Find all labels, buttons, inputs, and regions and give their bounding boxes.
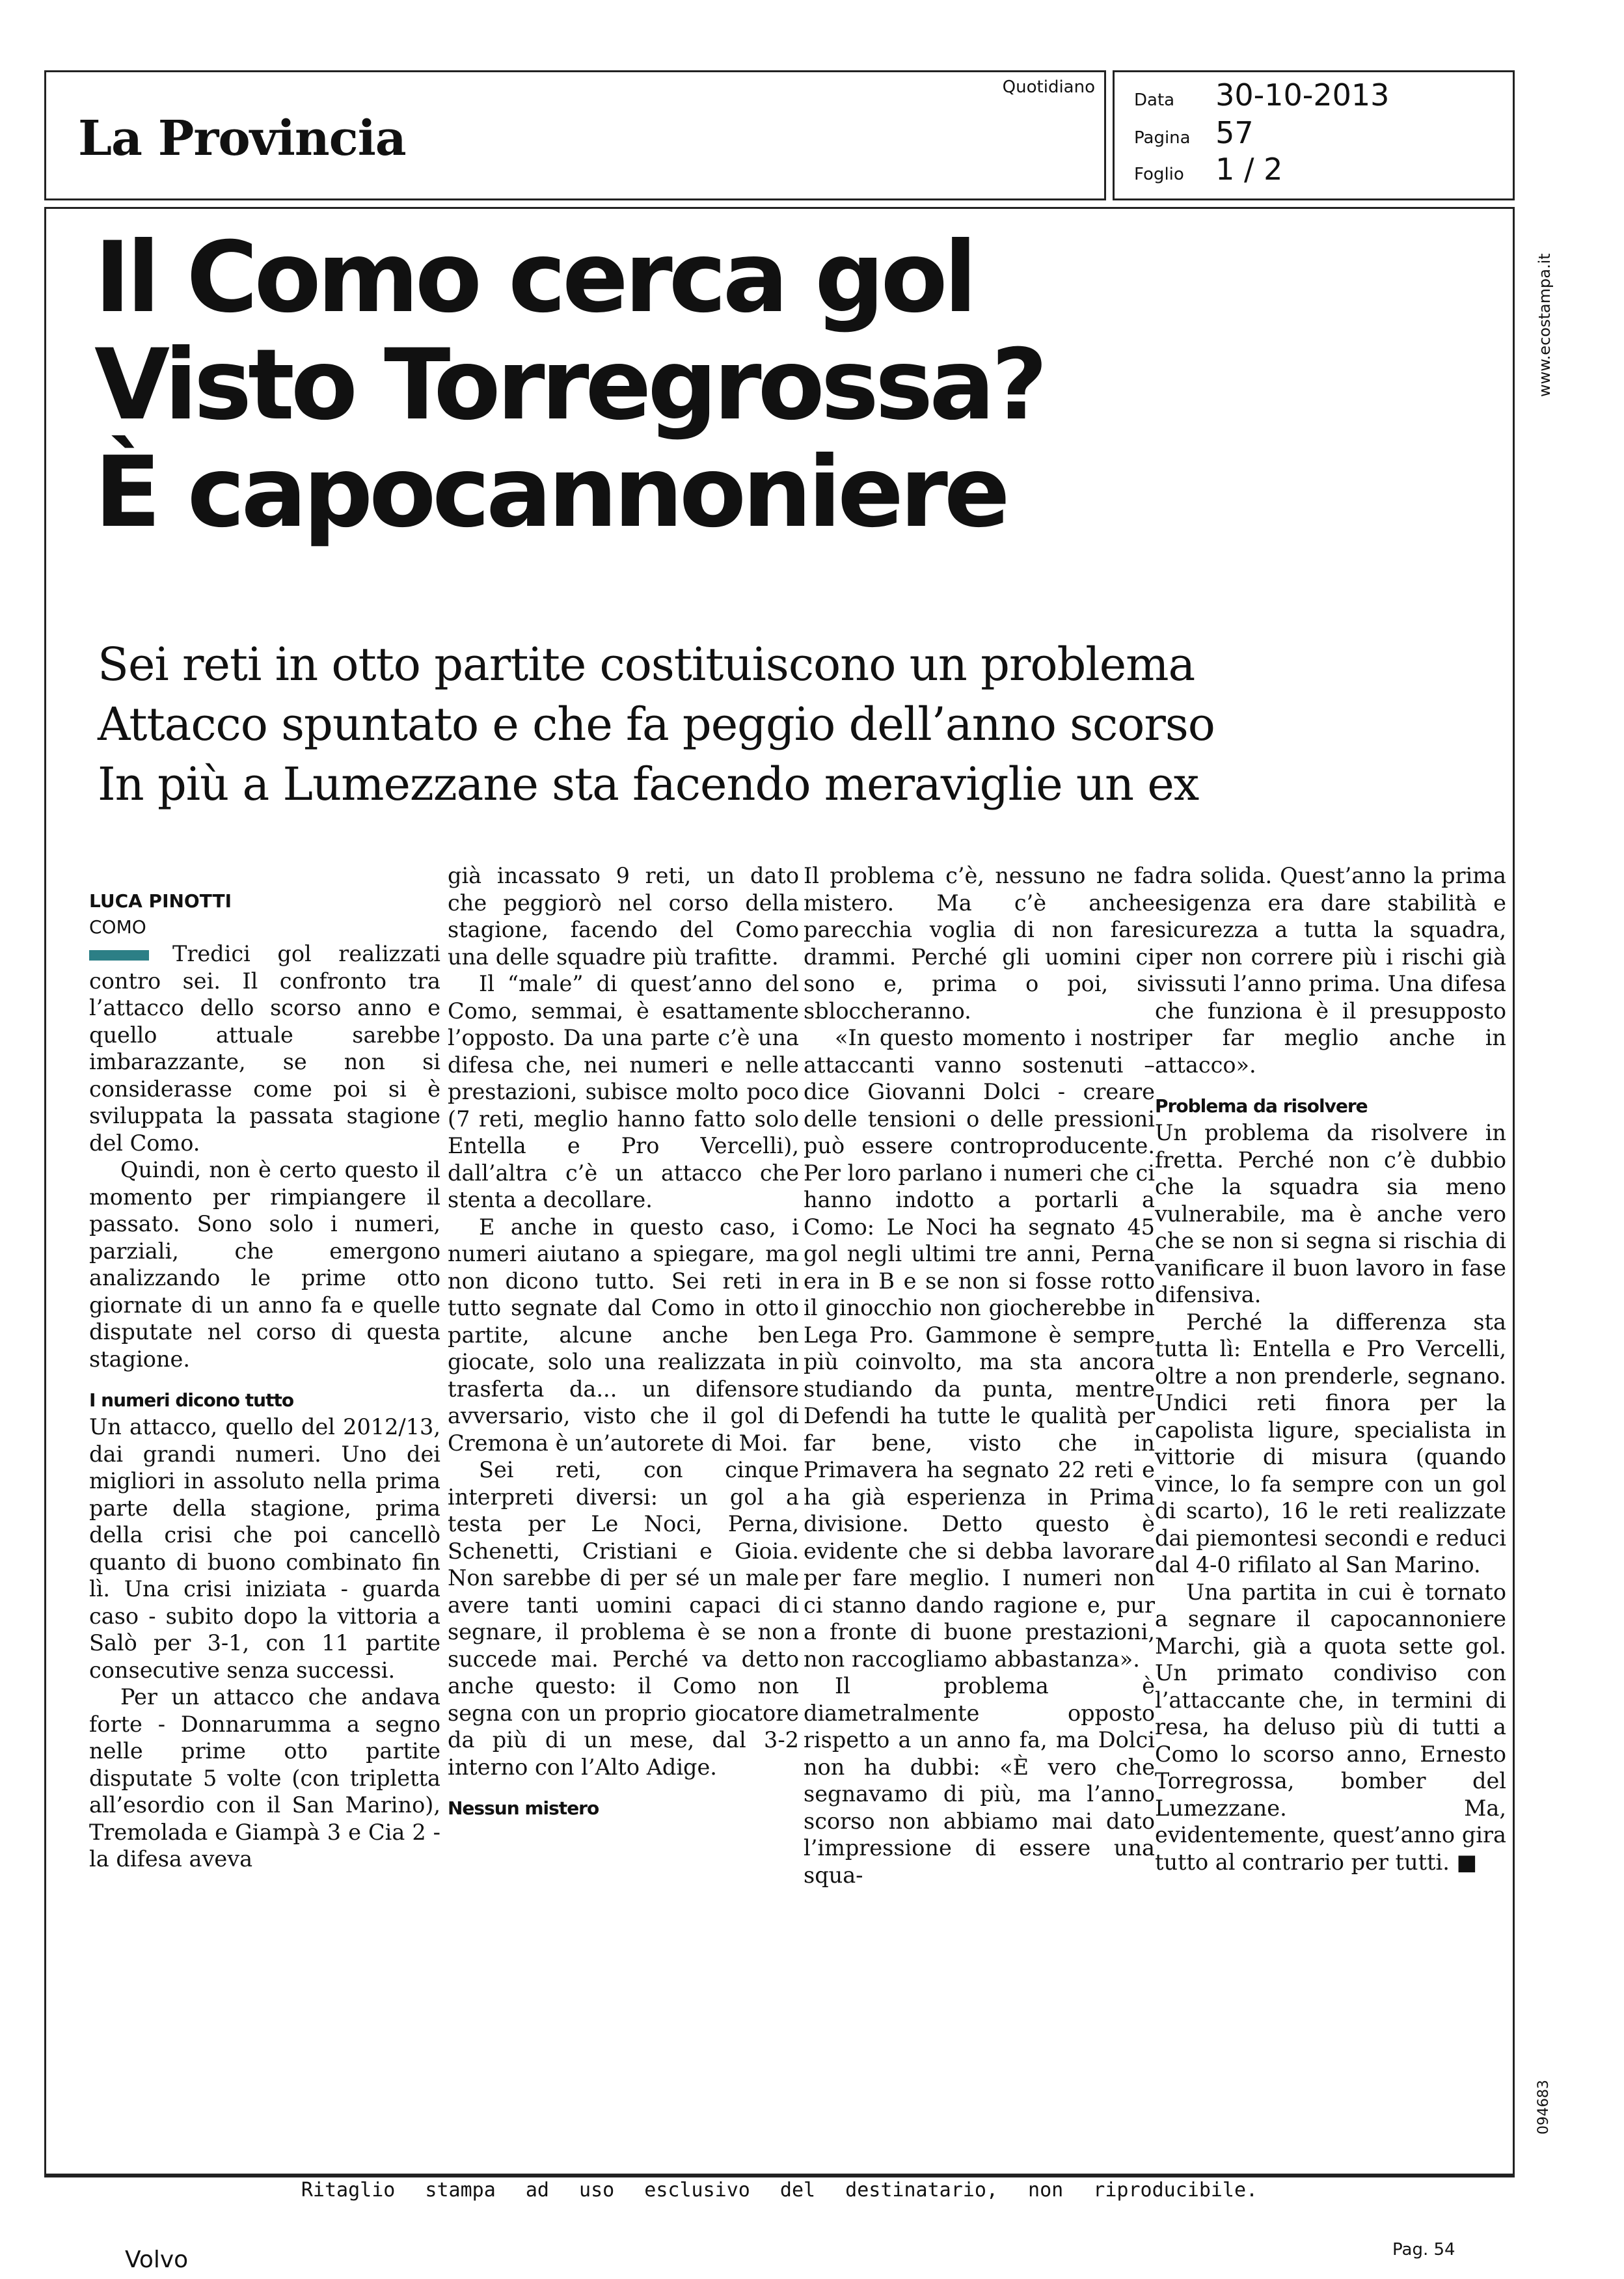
- title-line: Visto Torregrossa?: [94, 329, 1044, 442]
- footer-note: Ritaglio stampa ad uso esclusivo del destinatario, non riproducibile.: [301, 2179, 1258, 2202]
- meta-data-label: Data: [1134, 90, 1175, 110]
- subheading: Problema da risolvere: [1155, 1095, 1368, 1117]
- lead-paragraph: Tredici gol realizzati contro sei. Il confronto tra l’attacco dello scorso anno e quello attuale sarebbe imbarazzante, se non si considerasse come poi si è sviluppata la passata stagione del Como.: [89, 941, 440, 1156]
- side-code: 094683: [1536, 2080, 1552, 2135]
- meta-pagina-value: 57: [1215, 115, 1254, 150]
- article-title: [94, 221, 1200, 549]
- paragraph: Il problema c’è, nessuno ne fa mistero. Ma c’è anche parecchia voglia di non fare drammi. Perché gli uomini ci sono e, prima o poi, si sbloccheranno.: [804, 863, 1155, 1024]
- meta-pagina-label: Pagina: [1134, 128, 1191, 148]
- paragraph: dra solida. Quest’anno la prima esigenza era dare stabilità e sicurezza a tutta la squadra, per non correre più i rischi già vissuti l’anno prima. Una difesa che funziona è il presupposto per far meglio anche in attacco».: [1155, 863, 1506, 1078]
- meta-foglio-label: Foglio: [1134, 165, 1184, 184]
- paragraph: Il problema è diametralmente opposto rispetto a un anno fa, ma Dolci non ha dubbi: «È vero che segnavamo di più, ma l’anno scorso non abbiamo mai dato l’impressione di essere una squa-: [804, 1673, 1155, 1888]
- subtitle-line: Attacco spuntato e che fa peggio dell’anno scorso: [98, 698, 1215, 751]
- paragraph: Quindi, non è certo questo il momento per rimpiangere il passato. Sono solo i numeri, parziali, che emergono analizzando le prime otto giornate di un anno fa e quelle disputate nel corso di questa stagione.: [89, 1157, 440, 1372]
- paragraph: già incassato 9 reti, un dato che peggiorò nel corso della stagione, facendo del Como una delle squadre più trafitte.: [448, 863, 799, 970]
- meta-data-value: 30-10-2013: [1215, 77, 1390, 113]
- client-name: Volvo: [125, 2246, 189, 2273]
- article-subtitle: [98, 635, 1215, 814]
- paragraph: Un problema da risolvere in fretta. Perché non c’è dubbio che la squadra sia meno vulnerabile, ma è anche vero che se non si segna si rischia di vanificare il buon lavoro in fase difensiva.: [1155, 1120, 1506, 1307]
- page-number: Pag. 54: [1392, 2240, 1455, 2259]
- dateline-place: COMO: [89, 916, 146, 938]
- paragraph: Per un attacco che andava forte - Donnarumma a segno nelle prime otto partite disputate 5 volte (con tripletta all’esordio con il San Marino), Tremolada e Giampà 3 e Cia 2 - la difesa aveva: [89, 1684, 440, 1872]
- subtitle-line: Sei reti in otto partite costituiscono un problema: [98, 638, 1195, 691]
- article-column-2: [448, 862, 799, 1822]
- title-line: Il Como cerca gol: [94, 221, 973, 334]
- paragraph: Il “male” di quest’anno del Como, semmai, è esattamente l’opposto. Da una parte c’è una difesa che, nei numeri e nelle prestazioni, subisce molto poco (7 reti, meglio hanno fatto solo Entella e Pro Vercelli), dall’altra c’è un attacco che stenta a decollare.: [448, 971, 799, 1212]
- paragraph: Un attacco, quello del 2012/13, dai grandi numeri. Uno dei migliori in assoluto nella prima parte della stagione, prima della crisi che poi cancellò quanto di buono combinato fin lì. Una crisi iniziata - guarda caso - subito dopo la vittoria a Salò per 3-1, con 11 partite consecutive senza successi.: [89, 1414, 440, 1683]
- paragraph: E anche in questo caso, i numeri aiutano a spiegare, ma non dicono tutto. Sei reti in tutto segnate dal Como in otto partite, alcune anche ben giocate, solo una realizzata in trasferta da... un difensore avversario, visto che il gol di Cremona è un’autorete di Moi.: [448, 1214, 799, 1456]
- header-meta-box: [1113, 70, 1515, 200]
- side-url: www.ecostampa.it: [1536, 253, 1554, 397]
- meta-foglio-row: [1134, 152, 1282, 187]
- paragraph: Sei reti, con cinque interpreti diversi: un gol a testa per Le Noci, Perna, Schenetti, Cristiani e Gioia. Non sarebbe di per sé un male avere tanti uomini capaci di segnare, il problema è se non succede mai. Perché va detto anche questo: il Como non segna con un proprio giocatore da più di un mese, dal 3-2 interno con l’Alto Adige.: [448, 1457, 799, 1780]
- paragraph: Una partita in cui è tornato a segnare il capocannoniere Marchi, già a quota sette gol. Un primato condiviso con l’attaccante che, in termini di resa, ha deluso più di tutti a Como lo scorso anno, Ernesto Torregrossa, bomber del Lumezzane. Ma, evidentemente, quest’anno gira tutto al contrario per tutti. ■: [1155, 1579, 1506, 1875]
- meta-pagina-row: [1134, 115, 1254, 150]
- article-column-3: [804, 862, 1155, 1889]
- subheading: I numeri dicono tutto: [89, 1389, 294, 1411]
- publication-type: Quotidiano: [1002, 77, 1095, 97]
- paragraph: «In questo momento i nostri attaccanti vanno sostenuti – dice Giovanni Dolci - creare delle tensioni o delle pressioni può essere controproducente. Per loro parlano i numeri che ci hanno indotto a portarli a Como: Le Noci ha segnato 45 gol negli ultimi tre anni, Perna era in B e se non si fosse rotto il ginocchio non giocherebbe in Lega Pro. Gammone è sempre più coinvolto, ma sta ancora studiando da punta, mentre Defendi ha tutte le qualità per far bene, visto che in Primavera ha segnato 22 reti e ha già esperienza in Prima divisione. Detto questo è evidente che si debba lavorare per fare meglio. I numeri non ci stanno dando ragione e, pur a fronte di buone prestazioni, non raccogliamo abbastanza».: [804, 1025, 1155, 1672]
- accent-bar: [89, 950, 149, 961]
- meta-foglio-value: 1 / 2: [1215, 152, 1283, 187]
- meta-data-row: [1134, 77, 1389, 113]
- masthead: La Provincia: [78, 111, 406, 167]
- article-column-4: [1155, 862, 1506, 1876]
- title-line: È capocannoniere: [94, 436, 1007, 549]
- paragraph: Perché la differenza sta tutta lì: Entella e Pro Vercelli, oltre a non prenderle, segnano. Undici reti finora per la capolista ligure, specialista in vittorie di misura (quando vince, lo fa sempre con un gol di scarto), 16 le reti realizzate dai piemontesi secondi e reduci dal 4-0 rifilato al San Marino.: [1155, 1309, 1506, 1577]
- article-column-1: [89, 862, 440, 1873]
- subtitle-line: In più a Lumezzane sta facendo meraviglie un ex: [98, 757, 1199, 811]
- author-byline: LUCA PINOTTI: [89, 890, 232, 912]
- footer-divider: [44, 2176, 1515, 2177]
- subheading: Nessun mistero: [448, 1797, 599, 1819]
